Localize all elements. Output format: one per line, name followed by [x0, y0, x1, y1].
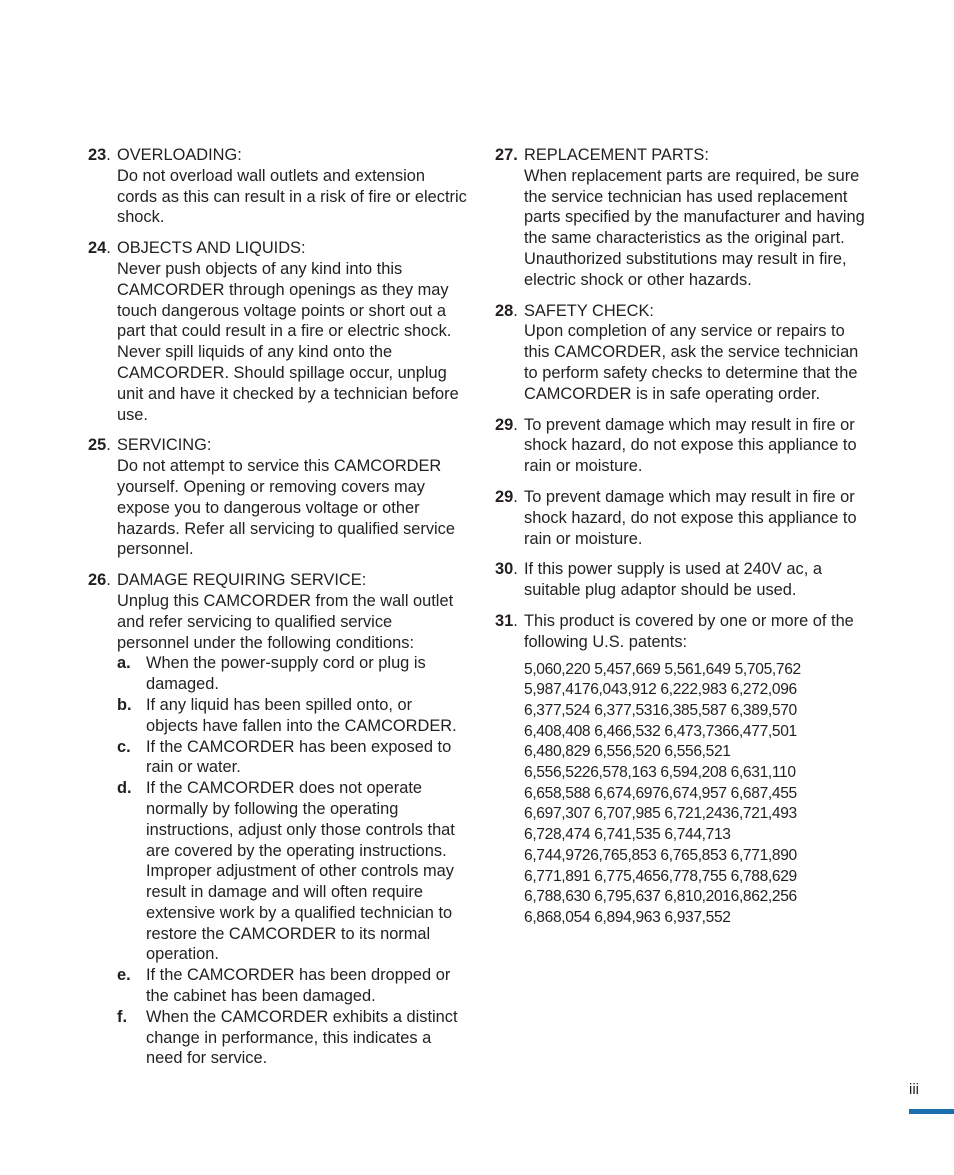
patent-line: 6,408,408 6,466,532 6,473,7366,477,501 — [524, 722, 797, 740]
item-number: 29. — [495, 487, 518, 506]
sub-item-letter: d. — [117, 779, 132, 798]
item-body: Do not overload wall outlets and extension cords as this can result in a risk of fire or electric shock. — [117, 166, 467, 227]
item-number: 23. — [88, 146, 111, 164]
sub-item-text: If the CAMCORDER has been exposed to rain or water. — [146, 737, 452, 777]
item-title: REPLACEMENT PARTS: — [524, 146, 709, 164]
item-body: To prevent damage which may result in fire or shock hazard, do not expose this appliance to rain or moisture. — [524, 415, 857, 476]
sub-item-text: If the CAMCORDER does not operate normally by following the operating instructions, adjust only those controls that are covered by the operating instructions. Improper adjustment of other controls may result in damage and will often require extensive work by a qualified technician to restore the CAMCORDER to its normal operation. — [146, 779, 455, 964]
list-item — [88, 238, 468, 425]
patent-line: 6,744,9726,765,853 6,765,853 6,771,890 — [524, 846, 797, 864]
list-item — [88, 435, 468, 560]
sub-item-letter: e. — [117, 966, 131, 985]
item-number: 29. — [495, 415, 518, 434]
patent-line: 6,697,307 6,707,985 6,721,2436,721,493 — [524, 805, 797, 823]
item-body: Unplug this CAMCORDER from the wall outlet and refer servicing to qualified service personnel under the following conditions: — [117, 591, 454, 652]
patent-line: 6,868,054 6,894,963 6,937,552 — [524, 908, 731, 926]
patent-line: 6,556,5226,578,163 6,594,208 6,631,110 — [524, 764, 796, 782]
list-item — [495, 145, 865, 291]
item-title: OVERLOADING: — [117, 146, 242, 164]
page-accent-bar — [909, 1109, 954, 1114]
patent-line: 6,658,588 6,674,6976,674,957 6,687,455 — [524, 784, 797, 802]
item-number: 27. — [495, 146, 518, 164]
page-number: iii — [909, 1081, 919, 1098]
left-column — [88, 145, 468, 1069]
list-item — [495, 559, 865, 601]
patent-line: 6,377,524 6,377,5316,385,587 6,389,570 — [524, 701, 797, 719]
list-item — [495, 611, 865, 929]
list-item — [88, 570, 468, 1069]
patent-line: 5,987,4176,043,912 6,222,983 6,272,096 — [524, 681, 797, 699]
sub-item-text: When the power-supply cord or plug is damaged. — [146, 654, 426, 694]
item-title: SAFETY CHECK: — [524, 301, 654, 320]
patent-line: 6,771,891 6,775,4656,778,755 6,788,629 — [524, 867, 797, 885]
list-item — [495, 415, 865, 477]
item-number: 25. — [88, 436, 111, 455]
item-number: 30. — [495, 560, 518, 579]
item-body: Do not attempt to service this CAMCORDER yourself. Opening or removing covers may expose you to dangerous voltage or other hazards. Refer all servicing to qualified service personnel. — [117, 457, 455, 559]
sub-list — [117, 653, 468, 1069]
patent-list — [524, 660, 865, 929]
sub-item — [117, 1007, 468, 1069]
item-title: DAMAGE REQUIRING SERVICE: — [117, 571, 367, 590]
item-number: 28. — [495, 301, 518, 320]
sub-item — [117, 653, 468, 695]
sub-item — [117, 965, 468, 1007]
patent-line: 5,060,220 5,457,669 5,561,649 5,705,762 — [524, 660, 801, 678]
sub-item-text: If any liquid has been spilled onto, or objects have fallen into the CAMCORDER. — [146, 695, 457, 735]
item-title: SERVICING: — [117, 436, 212, 455]
right-column — [495, 145, 865, 929]
sub-item — [117, 695, 468, 737]
patent-line: 6,728,474 6,741,535 6,744,713 — [524, 826, 731, 844]
item-body: Never push objects of any kind into this CAMCORDER through openings as they may touch dangerous voltage points or short out a part that could result in a fire or electric shock. Never spill liquids of any kind onto the CAMCORDER. Should spillage occur, unplug unit and have it checked by a technician before use. — [117, 259, 459, 424]
item-body: If this power supply is used at 240V ac, a suitable plug adaptor should be used. — [524, 560, 822, 600]
item-number: 24. — [88, 239, 111, 258]
sub-item-letter: c. — [117, 737, 131, 756]
sub-item — [117, 737, 468, 779]
sub-item — [117, 778, 468, 965]
item-number: 26. — [88, 571, 111, 590]
sub-item-letter: b. — [117, 695, 132, 714]
list-item — [88, 145, 468, 228]
item-title: OBJECTS AND LIQUIDS: — [117, 239, 306, 258]
item-number: 31. — [495, 611, 518, 630]
item-body: Upon completion of any service or repairs to this CAMCORDER, ask the service technician to perform safety checks to determine that the CAMCORDER is in safe operating order. — [524, 322, 859, 403]
sub-item-letter: f. — [117, 1007, 128, 1026]
sub-item-letter: a. — [117, 654, 131, 673]
list-item — [495, 487, 865, 549]
sub-item-text: When the CAMCORDER exhibits a distinct change in performance, this indicates a need for service. — [146, 1007, 458, 1068]
patent-line: 6,480,829 6,556,520 6,556,521 — [524, 743, 731, 761]
item-body: To prevent damage which may result in fire or shock hazard, do not expose this appliance to rain or moisture. — [524, 487, 857, 548]
patent-line: 6,788,630 6,795,637 6,810,2016,862,256 — [524, 888, 797, 906]
item-body: This product is covered by one or more of the following U.S. patents: — [524, 611, 854, 651]
list-item — [495, 301, 865, 405]
item-body: When replacement parts are required, be sure the service technician has used replacement parts specified by the manufacturer and having the same characteristics as the original part. Unauthorized substitutions may result in fire, electric shock or other hazards. — [524, 166, 865, 289]
sub-item-text: If the CAMCORDER has been dropped or the cabinet has been damaged. — [146, 966, 451, 1006]
